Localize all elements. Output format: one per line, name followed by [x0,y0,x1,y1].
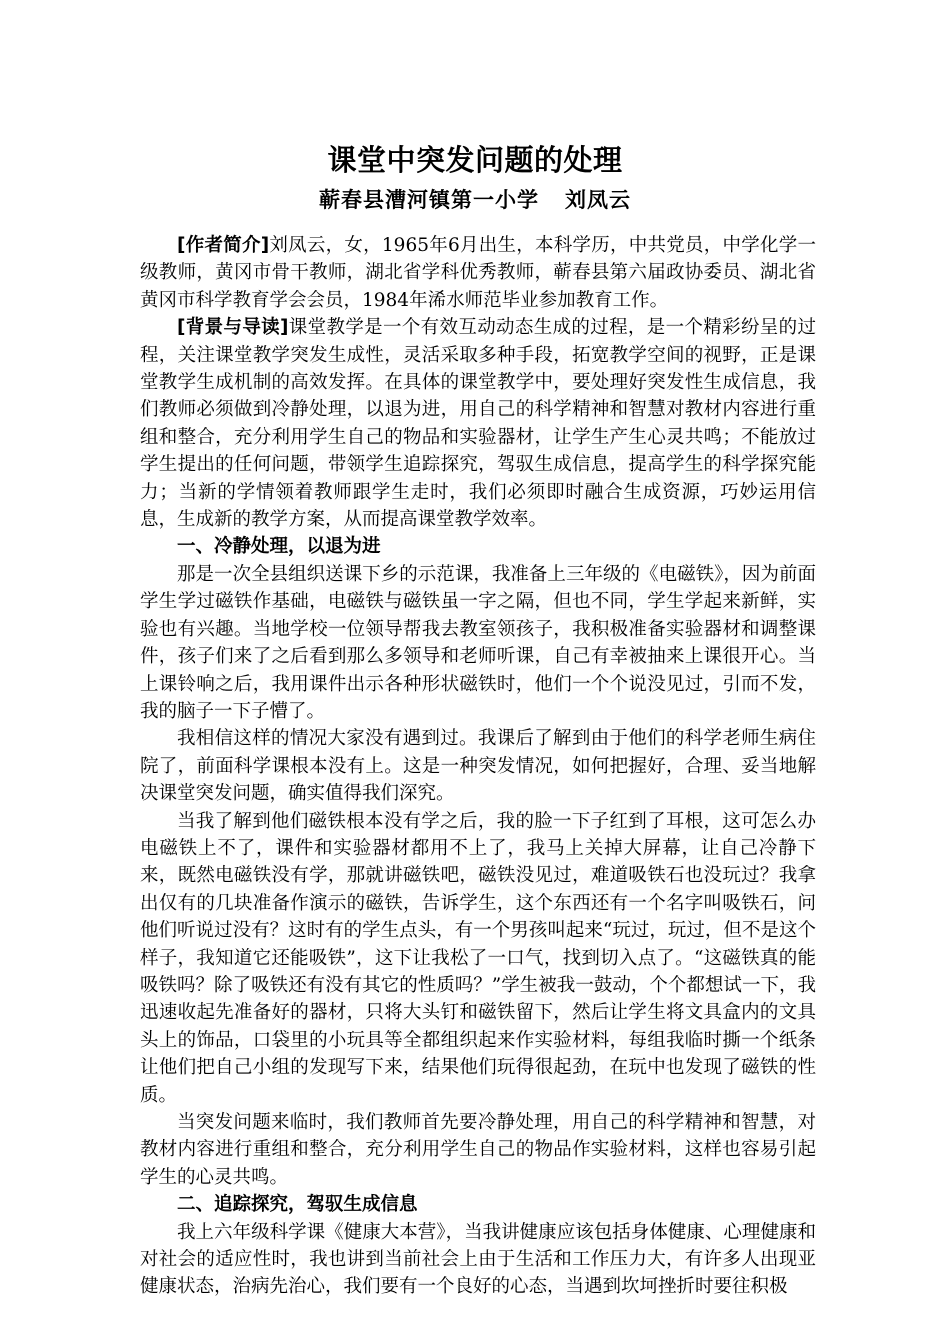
section-1-paragraph-2: 我相信这样的情况大家没有遇到过。我课后了解到由于他们的科学老师生病住院了，前面科学课根本没有上。这是一种突发情况，如何把握好，合理、妥当地解决课堂突发问题，确实值得我们深究。 [140,728,816,805]
article-title: 课堂中突发问题的处理 [327,143,623,177]
background-paragraph [140,314,816,533]
author-intro-tag: [作者简介] [177,235,270,256]
section-2-heading: 二、追踪探究，驾驭生成信息 [177,1194,418,1216]
author-intro-text: 刘凤云，女，1965年6月出生，本科学历，中共党员，中学化学一级教师，黄冈市骨干教师，湖北省学科优秀教师，蕲春县第六届政协委员、湖北省黄冈市科学教育学会会员，1984年浠水师范毕业参加教育工作。 [140,235,816,311]
background-text: 课堂教学是一个有效互动动态生成的过程，是一个精彩纷呈的过程，关注课堂教学突发生成性，灵活采取多种手段，拓宽教学空间的视野，正是课堂教学生成机制的高效发挥。在具体的课堂教学中，要处理好突发性生成信息，我们教师必须做到冷静处理，以退为进，用自己的科学精神和智慧对教材内容进行重组和整合，充分利用学生自己的物品和实验器材，让学生产生心灵共鸣；不能放过学生提出的任何问题，带领学生追踪探究，驾驭生成信息，提高学生的科学探究能力；当新的学情领着教师跟学生走时，我们必须即时融合生成资源，巧妙运用信息，生成新的教学方案，从而提高课堂教学效率。 [140,317,816,531]
author-name: 刘凤云 [565,187,631,212]
article-body [140,232,816,1301]
author-school: 蕲春县漕河镇第一小学 [319,187,539,212]
section-1-paragraph-3: 当我了解到他们磁铁根本没有学之后，我的脸一下子红到了耳根，这可怎么办电磁铁上不了，课件和实验器材都用不上了，我马上关掉大屏幕，让自己冷静下来，既然电磁铁没有学，那就讲磁铁吧，磁铁没见过，难道吸铁石也没玩过？我拿出仅有的几块准备作演示的磁铁，告诉学生，这个东西还有一个名字叫吸铁石，问他们听说过没有？这时有的学生点头，有一个男孩叫起来“玩过，玩过，但不是这个样子，我知道它还能吸铁”，这下让我松了一口气，找到切入点了。“这磁铁真的能吸铁吗？除了吸铁还有没有其它的性质吗？”学生被我一鼓动，个个都想试一下，我迅速收起先准备好的器材，只将大头钉和磁铁留下，然后让学生将文具盒内的文具头上的饰品，口袋里的小玩具等全都组织起来作实验材料，每组我临时撕一个纸条让他们把自己小组的发现写下来，结果他们玩得很起劲，在玩中也发现了磁铁的性质。 [140,810,816,1106]
section-2-paragraph-1: 我上六年级科学课《健康大本营》，当我讲健康应该包括身体健康、心理健康和对社会的适应性时，我也讲到当前社会上由于生活和工作压力大，有许多人出现亚健康状态，治病先治心，我们要有一个良好的心态，当遇到坎坷挫折时要往积极 [140,1221,816,1298]
author-intro-paragraph [140,232,816,314]
article-byline [0,186,950,214]
background-tag: [背景与导读] [177,317,289,339]
section-1-paragraph-1: 那是一次全县组织送课下乡的示范课，我准备上三年级的《电磁铁》，因为前面学生学过磁铁作基础，电磁铁与磁铁虽一字之隔，但也不同，学生学起来新鲜，实验也有兴趣。当地学校一位领导帮我去教室领孩子，我积极准备实验器材和调整课件，孩子们来了之后看到那么多领导和老师听课，自己有幸被抽来上课很开心。当上课铃响之后，我用课件出示各种形状磁铁时，他们一个个说没见过，引而不发，我的脑子一下子懵了。 [140,563,816,722]
section-1-paragraph-4: 当突发问题来临时，我们教师首先要冷静处理，用自己的科学精神和智慧，对教材内容进行重组和整合，充分利用学生自己的物品作实验材料，这样也容易引起学生的心灵共鸣。 [140,1112,816,1188]
section-1-heading: 一、冷静处理，以退为进 [177,536,381,558]
